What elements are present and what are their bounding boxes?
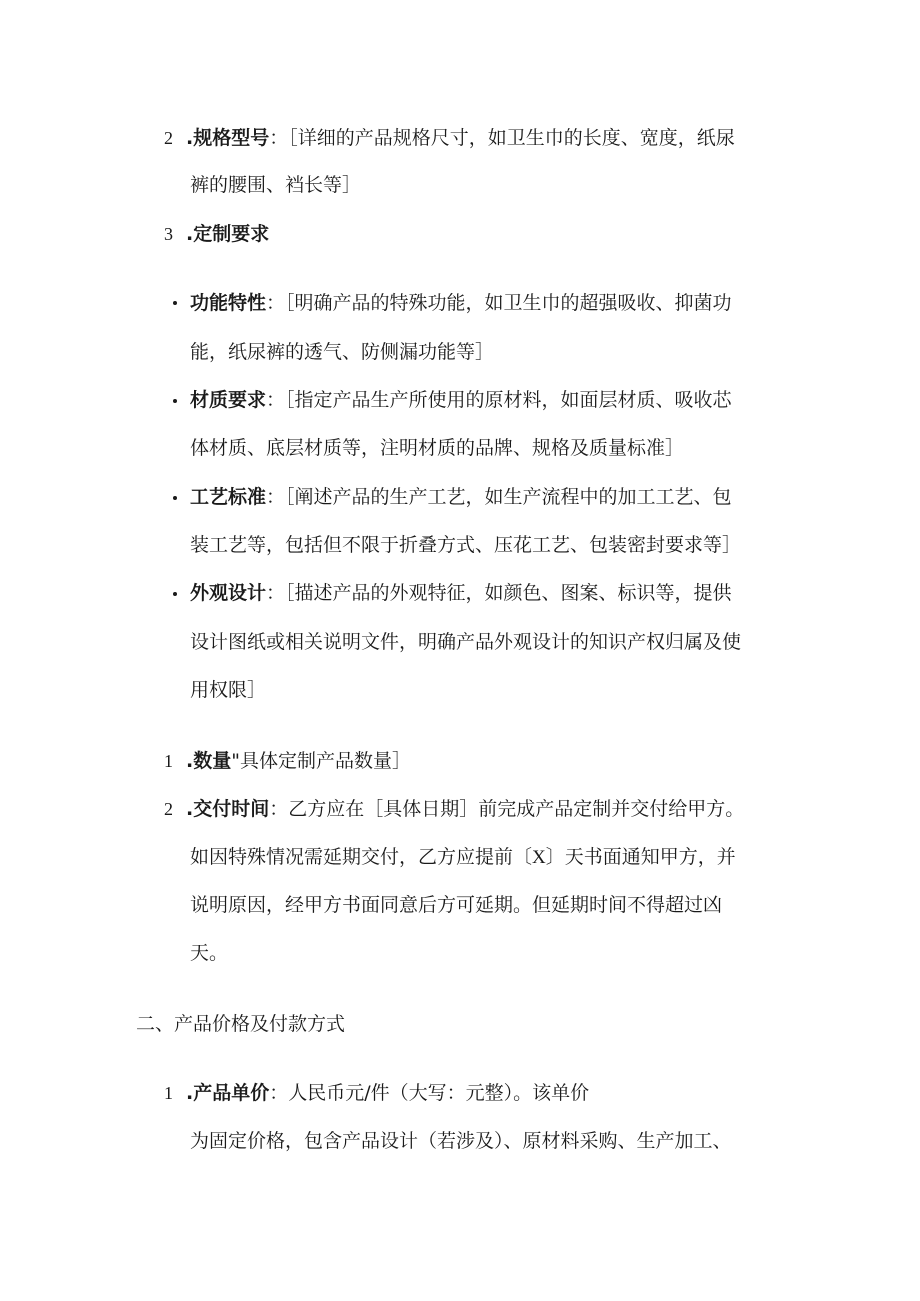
func-line-2: 能，纸尿裤的透气、防侧漏功能等］ (190, 341, 495, 363)
material-line-1 (190, 388, 732, 412)
delivery-text-2b: 天书面通知甲方，并 (564, 846, 736, 868)
bullet-dot (173, 496, 177, 500)
craft-text-1: ：［阐述产品的生产工艺，如生产流程中的加工工艺、包 (266, 486, 732, 508)
bullet-dot (173, 399, 177, 403)
func-heading: 功能特性 (190, 292, 267, 314)
delivery-placeholder-x: 〔X〕 (513, 847, 565, 868)
spec-line-2: 裤的腰围、裆长等］ (190, 174, 362, 196)
custom-heading (186, 222, 269, 246)
look-line-1 (190, 581, 732, 605)
delivery-text-2a: 如因特殊情况需延期交付，乙方应提前 (190, 846, 514, 868)
custom-heading-text: .定制要求 (186, 223, 270, 245)
look-line-3: 用权限］ (190, 679, 267, 701)
look-text-1: ：［描述产品的外观特征，如颜色、图案、标识等，提供 (266, 582, 732, 604)
material-text-1: ：［指定产品生产所使用的原材料，如面层材质、吸收芯 (266, 389, 732, 411)
price-line-1 (186, 1081, 589, 1105)
item-number: 3 (164, 224, 173, 244)
func-line-1 (190, 291, 732, 315)
func-text-1: ：［明确产品的特殊功能，如卫生巾的超强吸收、抑菌功 (266, 292, 732, 314)
item-number: 2 (164, 128, 173, 148)
delivery-text-1: ：乙方应在［具体日期］前完成产品定制并交付给甲方。 (269, 798, 745, 820)
spec-text-1: ：［详细的产品规格尺寸，如卫生巾的长度、宽度，纸尿 (269, 127, 735, 149)
delivery-line-1 (186, 797, 744, 821)
price-line-2: 为固定价格，包含产品设计（若涉及）、原材料采购、生产加工、 (190, 1130, 732, 1152)
spec-line-1 (186, 126, 735, 150)
material-heading: 材质要求 (190, 389, 267, 411)
delivery-line-4: 天。 (190, 942, 229, 964)
qty-line (186, 749, 411, 773)
item-number: 2 (164, 799, 173, 819)
delivery-line-2 (190, 845, 736, 870)
section-heading: 二、产品价格及付款方式 (136, 1013, 346, 1035)
item-number: 1 (164, 1083, 173, 1103)
craft-heading: 工艺标准 (190, 486, 267, 508)
craft-line-1 (190, 485, 732, 509)
bullet-dot (173, 301, 177, 305)
material-line-2: 体材质、底层材质等，注明材质的品牌、规格及质量标准］ (190, 437, 685, 459)
item-number: 1 (164, 751, 173, 771)
qty-text: "具体定制产品数量］ (231, 750, 411, 772)
delivery-heading: .交付时间 (186, 798, 270, 820)
price-heading: .产品单价 (186, 1082, 270, 1104)
look-heading: 外观设计 (190, 582, 267, 604)
craft-line-2: 装工艺等，包括但不限于折叠方式、压花工艺、包装密封要求等］ (190, 534, 742, 556)
spec-heading: .规格型号 (186, 127, 270, 149)
price-text-1: ：人民币元/件（大写：元整）。该单价 (269, 1082, 590, 1104)
bullet-dot (173, 592, 177, 596)
qty-heading: .数量 (186, 750, 232, 772)
delivery-line-3: 说明原因，经甲方书面同意后方可延期。但延期时间不得超过凶 (190, 894, 723, 916)
look-line-2: 设计图纸或相关说明文件，明确产品外观设计的知识产权归属及使 (190, 631, 742, 653)
